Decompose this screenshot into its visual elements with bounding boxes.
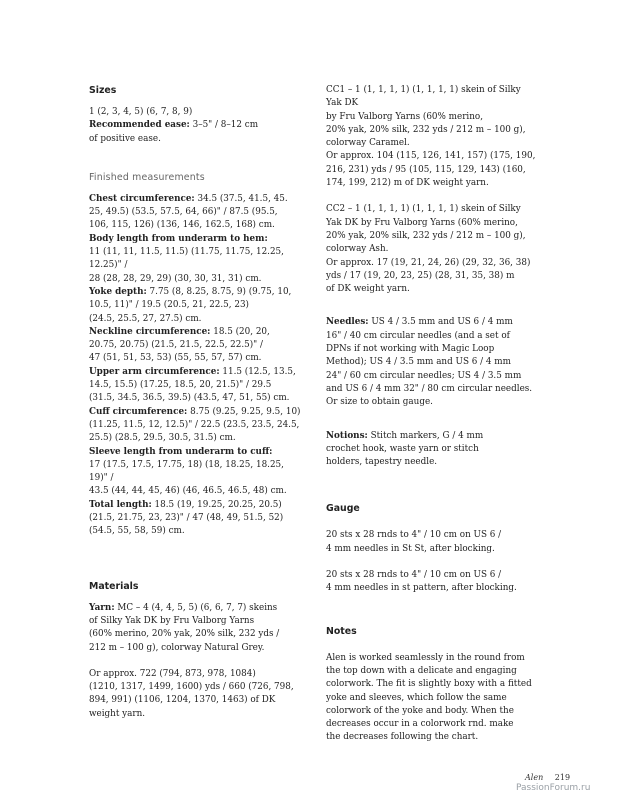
needles-text — [326, 316, 538, 409]
notes-line: decreases occur in a colorwork rnd. make — [326, 719, 514, 730]
needles-line: Method); US 4 / 3.5 mm and US 6 / 4 mm — [326, 357, 511, 368]
notes-text — [326, 652, 538, 745]
yarn-label: Yarn: — [89, 602, 115, 613]
notions-line: holders, tapestry needle. — [326, 457, 438, 468]
notes-heading: Notes — [326, 625, 357, 637]
measurement-line — [89, 499, 301, 512]
yarn-approx-line: 894, 991) (1106, 1204, 1370, 1463) of DK — [89, 695, 276, 706]
yarn-text — [89, 602, 301, 655]
yarn-approx-line: Or approx. 722 (794, 873, 978, 1084) — [89, 668, 256, 679]
measurement-line — [89, 366, 301, 379]
measurement-value: (11.25, 11.5, 12, 12.5)" / 22.5 (23.5, 23.5, 24.5, — [89, 419, 300, 430]
notions-line: Stitch markers, G / 4 mm — [367, 430, 484, 441]
measurement-label: Yoke depth: — [89, 286, 147, 297]
notes-line: colorwork of the yoke and body. When the — [326, 705, 514, 716]
cc1-approx-line: 216, 231) yds / 95 (105, 115, 129, 143) (160, — [326, 164, 526, 175]
yarn-line: 212 m – 100 g), colorway Natural Grey. — [89, 642, 265, 653]
needles-line: DPNs if not working with Magic Loop — [326, 344, 495, 355]
measurement-label: Chest circumference: — [89, 193, 195, 204]
cc1-text — [326, 84, 538, 190]
measurement-line — [89, 193, 301, 206]
yarn-line: MC – 4 (4, 4, 5, 5) (6, 6, 7, 7) skeins — [114, 602, 278, 613]
cc2-line: colorway Ash. — [326, 244, 389, 255]
recommended-ease-label: Recommended ease: — [89, 120, 190, 131]
measurement-label: Cuff circumference: — [89, 406, 188, 417]
measurement-value: 25.5) (28.5, 29.5, 30.5, 31.5) cm. — [89, 433, 236, 444]
measurement-value: 17 (17.5, 17.5, 17.75, 18) (18, 18.25, 18.25, 19)" / — [89, 459, 284, 484]
measurement-value: 18.5 (20, 20, — [210, 326, 270, 337]
measurement-value: 34.5 (37.5, 41.5, 45. — [194, 193, 288, 204]
measurement-label: Total length: — [89, 499, 152, 510]
needles-line: 16" / 40 cm circular needles (and a set of — [326, 330, 510, 341]
cc1-approx-line: 174, 199, 212) m of DK weight yarn. — [326, 178, 489, 189]
measurement-value: 7.75 (8, 8.25, 8.75, 9) (9.75, 10, — [146, 286, 292, 297]
gauge-text-1 — [326, 529, 538, 556]
cc2-line: 20% yak, 20% silk, 232 yds / 212 m – 100 g), — [326, 230, 526, 241]
measurement-label: Neckline circumference: — [89, 326, 211, 337]
cc2-approx-line: of DK weight yarn. — [326, 284, 410, 295]
yarn-line: (60% merino, 20% yak, 20% silk, 232 yds / — [89, 629, 280, 640]
yarn-approx-line: (1210, 1317, 1499, 1600) yds / 660 (726, 798, — [89, 682, 294, 693]
measurement-value: 106, 115, 126) (136, 146, 162.5, 168) cm. — [89, 220, 275, 231]
sizes-heading: Sizes — [89, 85, 117, 96]
cc1-line: 20% yak, 20% silk, 232 yds / 212 m – 100 g), — [326, 124, 526, 135]
yarn-approx-text — [89, 668, 301, 721]
finished-measurements-heading: Finished measurements — [89, 171, 205, 183]
cc2-approx-line: yds / 17 (19, 20, 23, 25) (28, 31, 35, 38) m — [326, 270, 515, 281]
measurement-value: 25, 49.5) (53.5, 57.5, 64, 66)" / 87.5 (95.5, — [89, 207, 278, 218]
needles-line: Or size to obtain gauge. — [326, 397, 433, 408]
notions-label: Notions: — [326, 430, 368, 441]
gauge-heading: Gauge — [326, 503, 360, 515]
sizes-line: 1 (2, 3, 4, 5) (6, 7, 8, 9) — [89, 107, 193, 117]
cc2-approx-line: Or approx. 17 (19, 21, 24, 26) (29, 32, 36, 38) — [326, 257, 531, 268]
measurement-label: Upper arm circumference: — [89, 366, 220, 377]
cc1-line: by Fru Valborg Yarns (60% merino, — [326, 111, 483, 122]
notes-line: Alen is worked seamlessly in the round from — [326, 652, 525, 663]
pattern-title: Alen — [525, 773, 544, 782]
yarn-line: of Silky Yak DK by Fru Valborg Yarns — [89, 615, 255, 626]
measurement-value: (21.5, 21.75, 23, 23)" / 47 (48, 49, 51.5, 52) — [89, 513, 284, 524]
notes-line: the top down with a delicate and engaging — [326, 665, 517, 676]
measurement-value: 14.5, 15.5) (17.25, 18.5, 20, 21.5)" / 29.5 — [89, 380, 272, 391]
measurement-line — [89, 233, 301, 246]
gauge-line: 4 mm needles in St St, after blocking. — [326, 543, 495, 554]
recommended-ease-value: 3–5" / 8–12 cm — [189, 120, 259, 131]
measurement-value: 11.5 (12.5, 13.5, — [219, 366, 296, 377]
notes-line: colorwork. The fit is slightly boxy with a fitted — [326, 679, 532, 690]
measurement-value: 20.75, 20.75) (21.5, 21.5, 22.5, 22.5)" / — [89, 340, 263, 351]
measurement-label: Body length from underarm to hem: — [89, 233, 268, 244]
measurement-value: 47 (51, 51, 53, 53) (55, 55, 57, 57) cm. — [89, 353, 262, 364]
gauge-text-2 — [326, 569, 538, 596]
cc1-line: CC1 – 1 (1, 1, 1, 1) (1, 1, 1, 1) skein of Silky Yak DK — [326, 85, 521, 109]
needles-label: Needles: — [326, 317, 369, 328]
measurement-line — [89, 326, 301, 339]
notes-line: the decreases following the chart. — [326, 732, 479, 743]
measurement-value: (24.5, 25.5, 27, 27.5) cm. — [89, 313, 202, 324]
finished-measurements-list — [89, 193, 301, 539]
measurement-value: (31.5, 34.5, 36.5, 39.5) (43.5, 47, 51, 55) cm. — [89, 393, 290, 404]
measurement-label: Sleeve length from underarm to cuff: — [89, 446, 273, 457]
sizes-ease-note: of positive ease. — [89, 133, 161, 144]
cc1-line: colorway Caramel. — [326, 138, 410, 149]
notions-line: crochet hook, waste yarn or stitch — [326, 443, 479, 454]
measurement-value: 10.5, 11)" / 19.5 (20.5, 21, 22.5, 23) — [89, 300, 249, 311]
sizes-text — [89, 106, 301, 146]
cc2-text — [326, 203, 538, 296]
measurement-value: 18.5 (19, 19.25, 20.25, 20.5) — [151, 499, 282, 510]
page-number: 219 — [554, 773, 571, 782]
needles-line: 24" / 60 cm circular needles; US 4 / 3.5 mm — [326, 370, 522, 381]
right-column — [326, 84, 538, 758]
cc2-line: Yak DK by Fru Valborg Yarns (60% merino, — [326, 217, 518, 228]
cc2-line: CC2 – 1 (1, 1, 1, 1) (1, 1, 1, 1) skein of Silky — [326, 204, 521, 215]
measurement-value: 11 (11, 11, 11.5, 11.5) (11.75, 11.75, 12.25, 12.25)" / — [89, 247, 284, 271]
gauge-line: 20 sts x 28 rnds to 4" / 10 cm on US 6 / — [326, 530, 502, 541]
cc1-approx-line: Or approx. 104 (115, 126, 141, 157) (175, 190, — [326, 151, 536, 162]
left-column — [89, 84, 301, 734]
notes-line: yoke and sleeves, which follow the same — [326, 692, 507, 703]
gauge-line: 20 sts x 28 rnds to 4" / 10 cm on US 6 / — [326, 570, 502, 581]
needles-line: US 4 / 3.5 mm and US 6 / 4 mm — [368, 317, 513, 328]
yarn-approx-line: weight yarn. — [89, 708, 146, 719]
measurement-value: 43.5 (44, 44, 45, 46) (46, 46.5, 46.5, 48) cm. — [89, 486, 287, 497]
notions-text — [326, 430, 538, 470]
measurement-line — [89, 446, 301, 459]
gauge-line: 4 mm needles in st pattern, after blocking. — [326, 583, 517, 594]
measurement-line — [89, 286, 301, 299]
watermark: PassionForum.ru — [516, 783, 591, 793]
materials-heading: Materials — [89, 580, 139, 592]
measurement-value: 8.75 (9.25, 9.25, 9.5, 10) — [187, 406, 301, 417]
needles-line: and US 6 / 4 mm 32" / 80 cm circular needles. — [326, 383, 533, 394]
measurement-value: 28 (28, 28, 29, 29) (30, 30, 31, 31) cm. — [89, 273, 262, 284]
measurement-value: (54.5, 55, 58, 59) cm. — [89, 526, 185, 537]
measurement-line — [89, 406, 301, 419]
